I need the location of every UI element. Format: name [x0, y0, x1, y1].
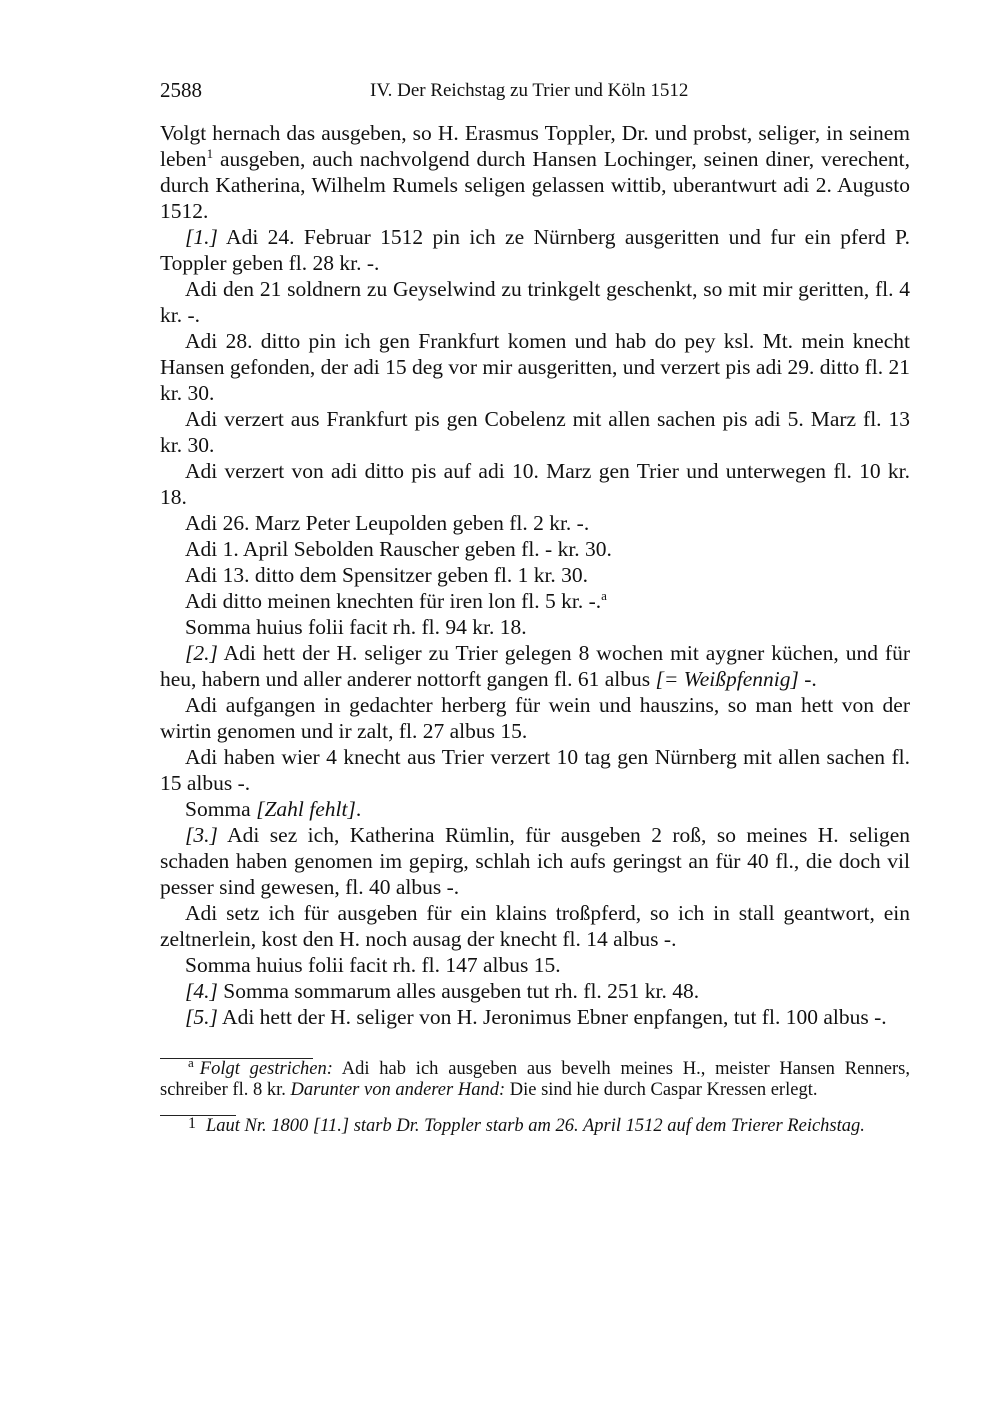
paragraph — [160, 224, 910, 276]
document-page — [160, 78, 910, 1137]
page-header — [160, 78, 910, 108]
paragraph — [160, 276, 910, 328]
text-run: Adi ditto meinen knechten für iren lon fl. 5 kr. -. — [185, 589, 602, 613]
footnote-reference: 1 — [206, 145, 214, 161]
italic-text: [Zahl fehlt] — [256, 797, 356, 821]
paragraph — [160, 120, 910, 224]
text-run: Adi aufgangen in gedachter herberg für wein und hauszins, so man hett von der wirtin genomen und ir zalt, fl. 27 albus 15. — [160, 693, 910, 743]
text-run: Adi hett der H. seliger von H. Jeronimus Ebner enpfangen, tut fl. 100 albus -. — [217, 1005, 887, 1029]
text-run: . — [355, 797, 362, 821]
text-run: Adi 28. ditto pin ich gen Frankfurt komen und hab do pey ksl. Mt. mein knecht Hansen gefonden, der adi 15 deg vor mir ausgeritten, und verzert pis adi 29. ditto fl. 21 kr. 30. — [160, 329, 910, 405]
footnote-number: 1 — [188, 1115, 196, 1132]
text-run: Somma huius folii facit rh. fl. 147 albus 15. — [185, 953, 561, 977]
main-text — [160, 120, 910, 1030]
paragraph — [160, 744, 910, 796]
text-run: Adi 24. Februar 1512 pin ich ze Nürnberg ausgeritten und fur ein pferd P. Toppler geben fl. 28 kr. -. — [160, 225, 910, 275]
text-run: -. — [798, 667, 817, 691]
paragraph — [160, 640, 910, 692]
textual-footnotes — [160, 1054, 910, 1101]
footnote-1 — [160, 1116, 910, 1137]
text-run: ausgeben, auch nachvolgend durch Hansen Lochinger, seinen diner, verechent, durch Katherina, Wilhelm Rumels seligen gelassen wittib, uberantwurt adi 2. Augusto 1512. — [160, 147, 910, 223]
paragraph — [160, 978, 910, 1004]
paragraph — [160, 536, 910, 562]
text-run: Adi hett der H. seliger zu Trier gelegen 8 wochen mit aygner küchen, und für heu, habern und aller anderer nottorft gangen fl. 61 albus — [160, 641, 910, 691]
running-title: IV. Der Reichstag zu Trier und Köln 1512 — [370, 80, 689, 101]
paragraph — [160, 562, 910, 588]
text-run: Adi verzert von adi ditto pis auf adi 10. Marz gen Trier und unterwegen fl. 10 kr. 18. — [160, 459, 910, 509]
italic-text: Folgt gestrichen: — [199, 1059, 333, 1079]
italic-text: Darunter von anderer Hand: — [290, 1080, 506, 1100]
paragraph — [160, 952, 910, 978]
paragraph — [160, 328, 910, 406]
text-run: Adi 1. April Sebolden Rauscher geben fl. - kr. 30. — [185, 537, 612, 561]
text-run: Adi hab ich ausgeben aus bevelh meines H., meister Hansen Renners, schreiber fl. 8 kr. — [160, 1059, 910, 1100]
paragraph — [160, 614, 910, 640]
numbered-footnotes — [160, 1115, 910, 1137]
italic-text: [5.] — [185, 1005, 218, 1029]
text-run: Adi den 21 soldnern zu Geyselwind zu trinkgelt geschenkt, so mit mir geritten, fl. 4 kr. -. — [160, 277, 910, 327]
paragraph — [160, 588, 910, 614]
text-run: Adi sez ich, Katherina Rümlin, für ausgeben 2 roß, so meines H. seligen schaden haben genomen im gepirg, schlah ich aufs geringst an für 40 fl., die doch vil pesser sind gewesen, fl. 40 albus -. — [160, 823, 910, 899]
footnote-reference: a — [601, 587, 607, 603]
paragraph — [160, 510, 910, 536]
text-run: Adi verzert aus Frankfurt pis gen Cobelenz mit allen sachen pis adi 5. Marz fl. 13 kr. 30. — [160, 407, 910, 457]
text-run: Adi setz ich für ausgeben für ein klains troßpferd, so ich in stall geantwort, ein zeltnerlein, kost den H. noch ausag der knecht fl. 14 albus -. — [160, 901, 910, 951]
paragraph — [160, 822, 910, 900]
page-number: 2588 — [160, 78, 202, 102]
text-run: Adi haben wier 4 knecht aus Trier verzert 10 tag gen Nürnberg mit allen sachen fl. 15 albus -. — [160, 745, 910, 795]
text-run: Somma huius folii facit rh. fl. 94 kr. 18. — [185, 615, 527, 639]
italic-text: [2.] — [185, 641, 218, 665]
text-run: Somma — [185, 797, 257, 821]
italic-text: [= Weißpfennig] — [655, 667, 799, 691]
italic-text: [4.] — [185, 979, 218, 1003]
footnote-mark: a — [188, 1054, 194, 1070]
text-run: Adi 13. ditto dem Spensitzer geben fl. 1 kr. 30. — [185, 563, 589, 587]
text-run: Adi 26. Marz Peter Leupolden geben fl. 2 kr. -. — [185, 511, 590, 535]
footnote-a — [160, 1054, 910, 1101]
paragraph — [160, 458, 910, 510]
italic-text: [3.] — [185, 823, 218, 847]
text-run: Die sind hie durch Caspar Kressen erlegt. — [505, 1080, 818, 1100]
text-run: Volgt hernach das ausgeben, so H. Erasmus Toppler, Dr. und probst, seliger, in seinem leben — [160, 121, 910, 171]
paragraph — [160, 406, 910, 458]
italic-text: Laut Nr. 1800 [11.] starb Dr. Toppler starb am 26. April 1512 auf dem Trierer Reichstag. — [206, 1116, 865, 1136]
text-run: Somma sommarum alles ausgeben tut rh. fl. 251 kr. 48. — [217, 979, 700, 1003]
paragraph — [160, 1004, 910, 1030]
paragraph — [160, 692, 910, 744]
italic-text: [1.] — [185, 225, 218, 249]
paragraph — [160, 900, 910, 952]
paragraph — [160, 796, 910, 822]
